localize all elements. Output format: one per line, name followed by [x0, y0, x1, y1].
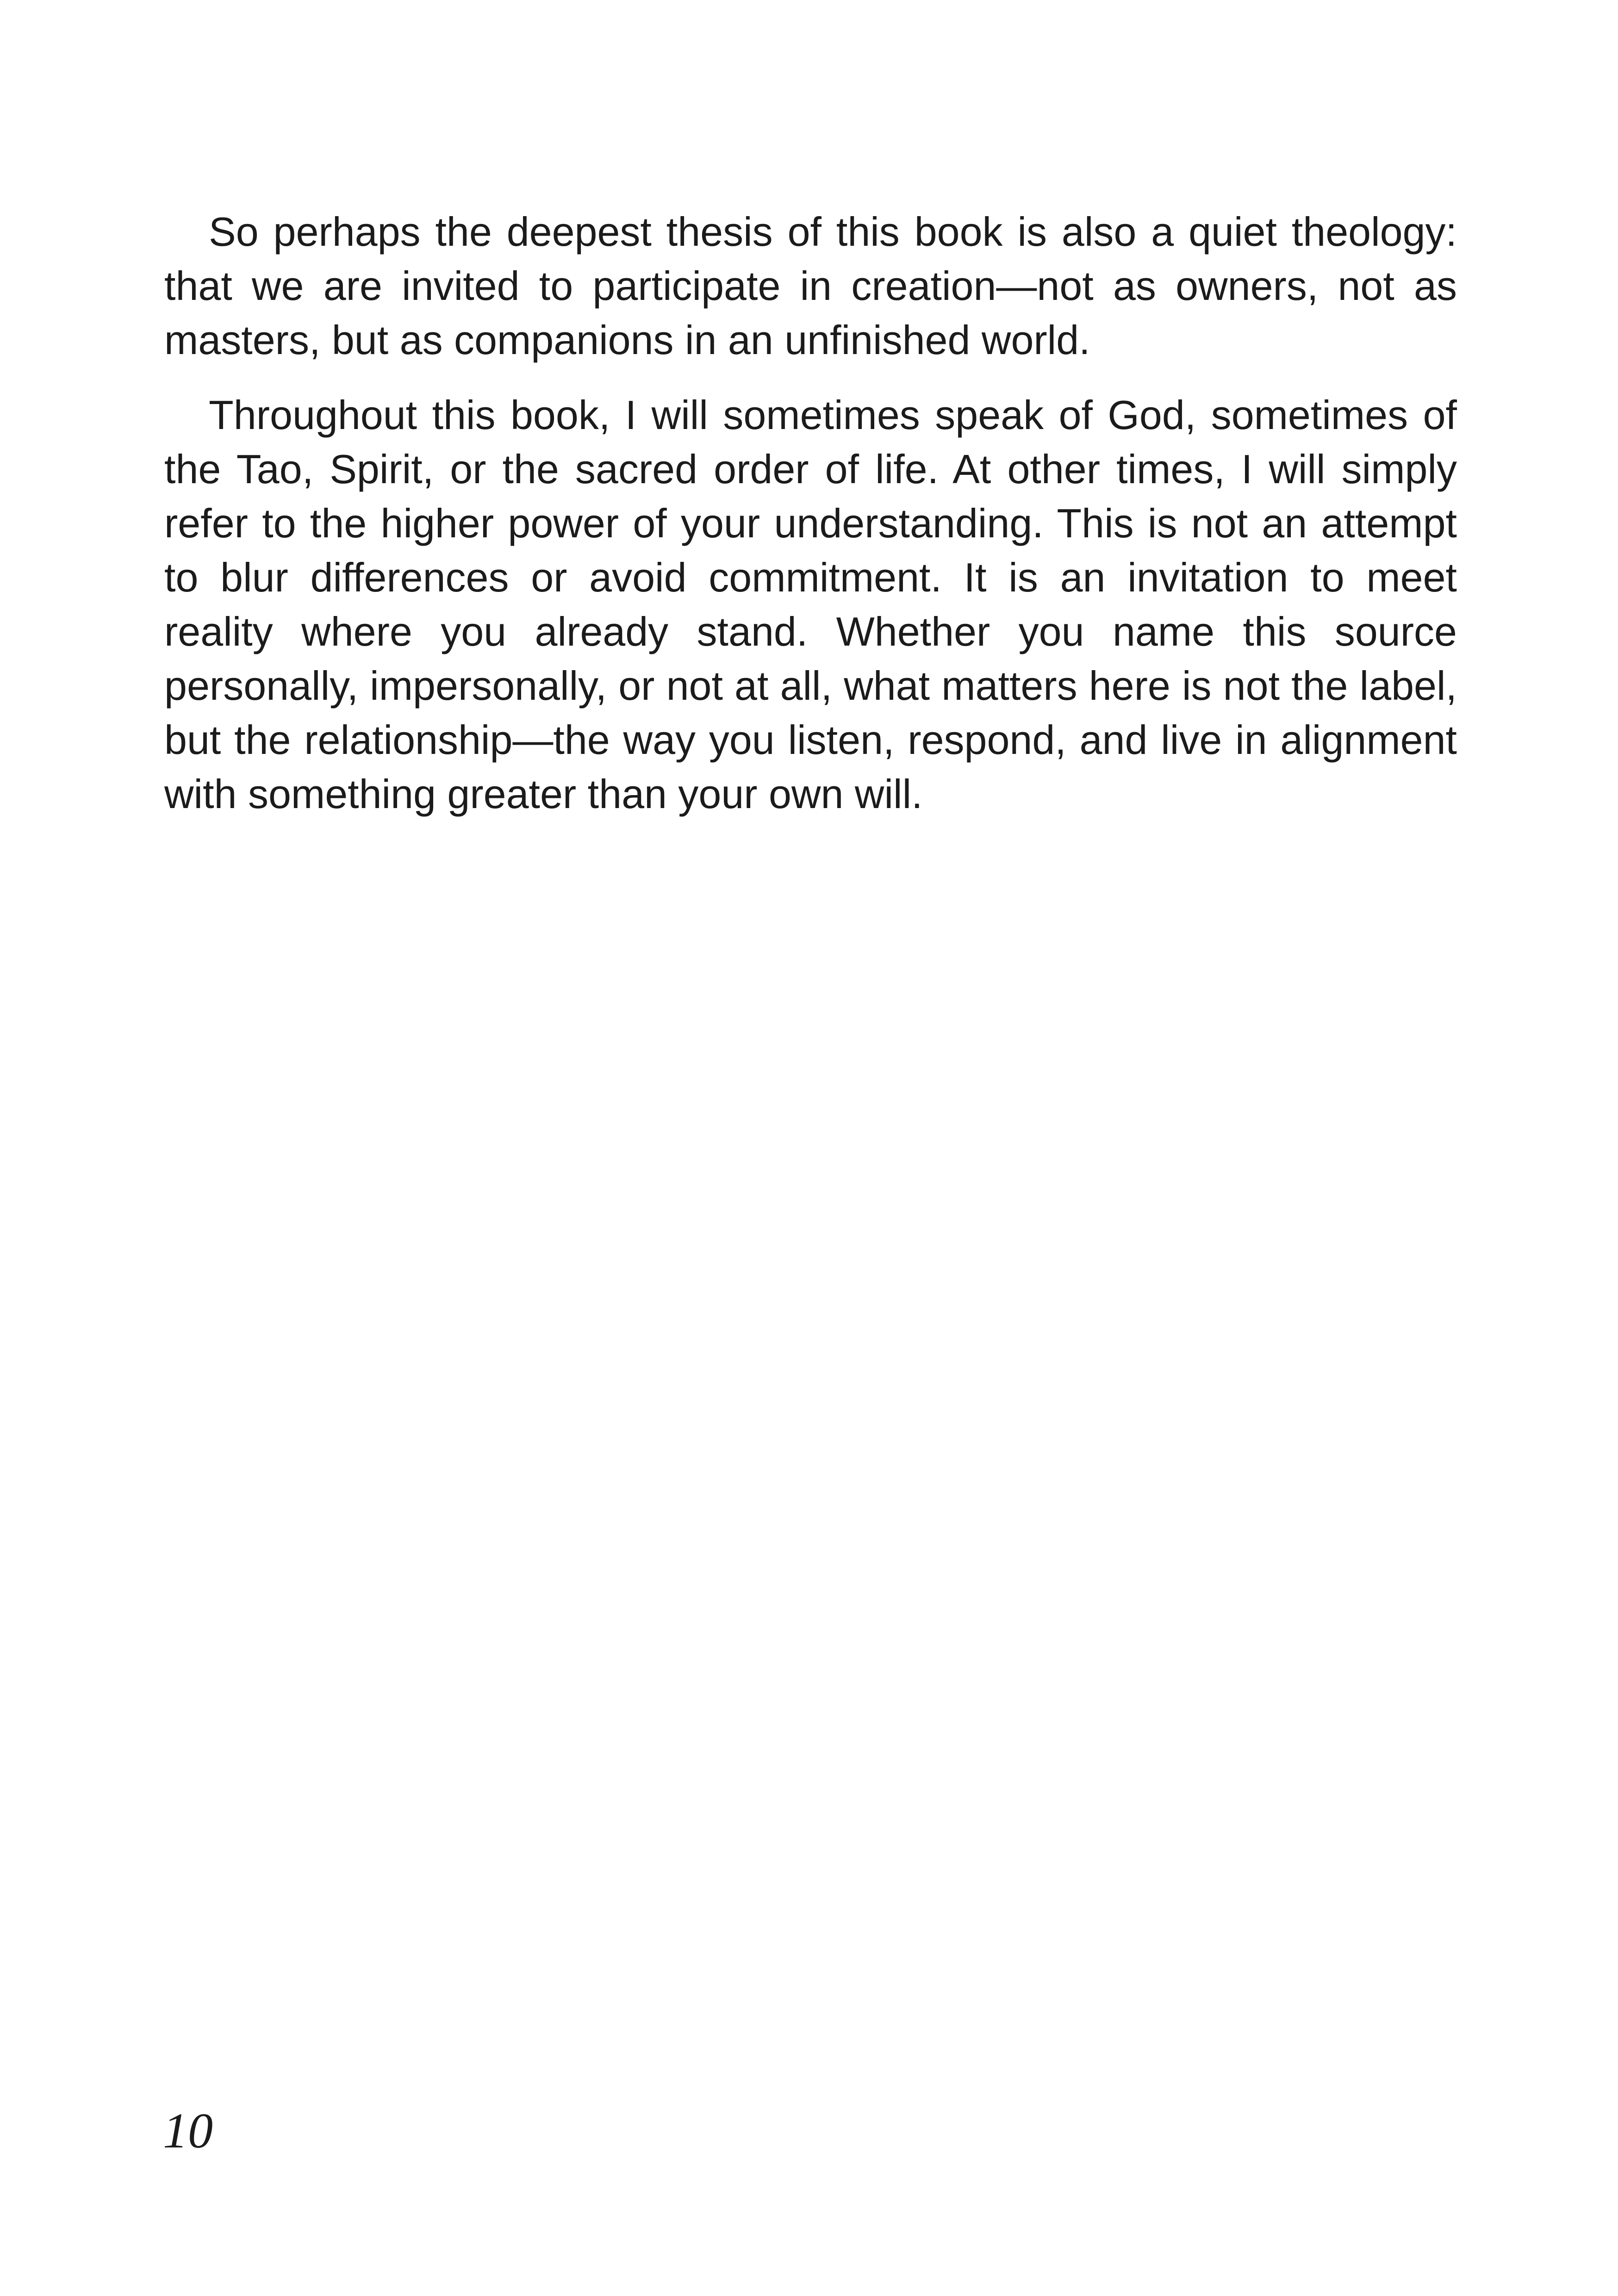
- paragraph-2: Throughout this book, I will sometimes speak of God, sometimes of the Tao, Spirit, or the sacred order of life. At other times, I will simply refer to the higher power of your understanding. This is not an attempt to blur differences or avoid commitment. It is an invitation to meet reality where you already stand. Whether you name this source personally, impersonally, or not at all, what matters here is not the label, but the relationship—the way you listen, respond, and live in alignment with something greater than your own will.: [164, 392, 1457, 817]
- body-text: [164, 205, 1457, 842]
- paragraph-1: So perhaps the deepest thesis of this book is also a quiet theology: that we are invited to participate in creation—not as owners, not as masters, but as companions in an unfinished world.: [164, 209, 1457, 363]
- page-number: 10: [163, 2103, 213, 2159]
